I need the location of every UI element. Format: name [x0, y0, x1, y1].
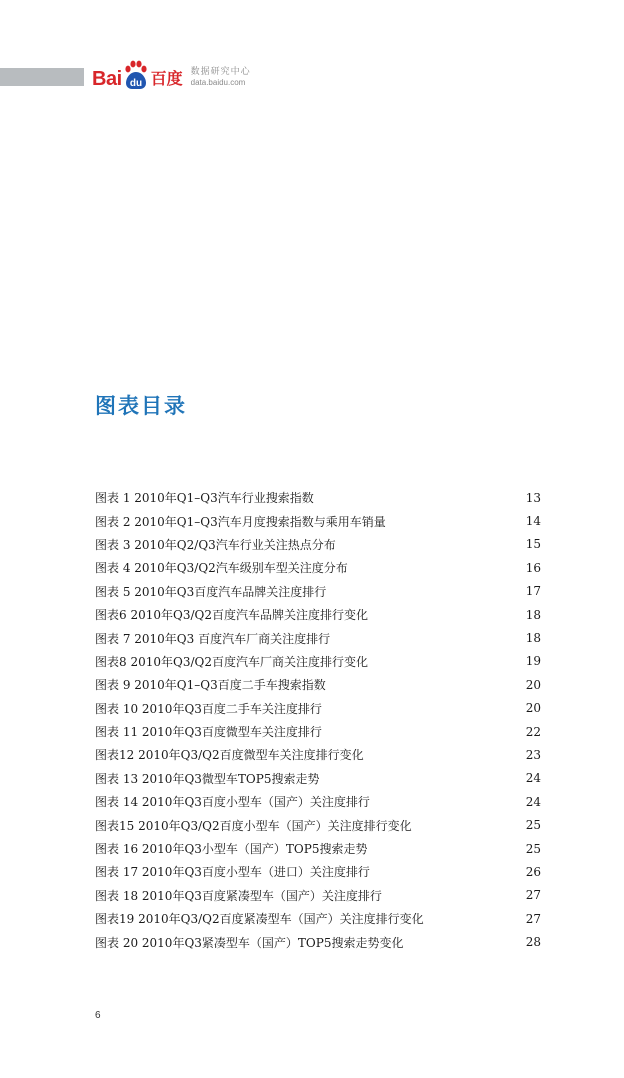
- toc-entry-label: 图表 14 2010年Q3百度小型车（国产）关注度排行: [95, 795, 370, 810]
- toc-entry-label: 图表 16 2010年Q3小型车（国产）TOP5搜索走势: [95, 842, 368, 857]
- toc-entry[interactable]: [95, 603, 541, 626]
- toc-entry[interactable]: [95, 930, 541, 953]
- toc-entry-page: 14: [525, 514, 541, 529]
- toc-entry[interactable]: [95, 743, 541, 766]
- logo-mark: [92, 60, 183, 90]
- logo-text-cn: 百度: [150, 69, 183, 88]
- toc-entry-label: 图表8 2010年Q3/Q2百度汽车厂商关注度排行变化: [95, 654, 368, 669]
- toc-entry-page: 15: [525, 537, 541, 552]
- page-number: 6: [95, 1010, 101, 1021]
- toc-entry-page: 20: [525, 701, 541, 716]
- toc-entry-label: 图表 17 2010年Q3百度小型车（进口）关注度排行: [95, 865, 370, 880]
- logo-subtitle: [191, 66, 251, 90]
- toc-entry[interactable]: [95, 626, 541, 649]
- toc-entry[interactable]: [95, 556, 541, 579]
- logo-subtitle-en: data.baidu.com: [190, 78, 246, 87]
- toc-entry-page: 24: [525, 794, 541, 809]
- toc-entry-page: 18: [525, 631, 541, 646]
- toc-entry-page: 13: [525, 490, 541, 505]
- toc-entry-label: 图表 2 2010年Q1–Q3汽车月度搜索指数与乘用车销量: [95, 514, 386, 529]
- toc-entry[interactable]: [95, 813, 541, 836]
- toc-entry-label: 图表 7 2010年Q3 百度汽车厂商关注度排行: [95, 631, 331, 646]
- toc-list: [95, 486, 541, 954]
- toc-entry-page: 22: [525, 724, 541, 739]
- toc-entry[interactable]: [95, 767, 541, 790]
- toc-entry-label: 图表 5 2010年Q3百度汽车品牌关注度排行: [95, 584, 327, 599]
- toc-entry[interactable]: [95, 697, 541, 720]
- baidu-paw-icon: [123, 60, 149, 90]
- toc-entry-page: 23: [525, 747, 541, 762]
- toc-entry[interactable]: [95, 533, 541, 556]
- toc-entry[interactable]: [95, 650, 541, 673]
- logo-text-bai: Bai: [92, 68, 122, 90]
- toc-entry-page: 18: [525, 607, 541, 622]
- toc-entry-page: 25: [525, 841, 541, 856]
- toc-entry-page: 20: [525, 677, 541, 692]
- toc-entry-label: 图表 10 2010年Q3百度二手车关注度排行: [95, 701, 322, 716]
- logo-text-du: du: [129, 78, 142, 89]
- toc-entry-label: 图表 9 2010年Q1–Q3百度二手车搜索指数: [95, 678, 326, 693]
- toc-entry-label: 图表 18 2010年Q3百度紧凑型车（国产）关注度排行: [95, 888, 382, 903]
- toc-entry-label: 图表 4 2010年Q3/Q2汽车级别车型关注度分布: [95, 561, 348, 576]
- toc-entry[interactable]: [95, 837, 541, 860]
- toc-entry[interactable]: [95, 720, 541, 743]
- toc-entry[interactable]: [95, 509, 541, 532]
- toc-entry[interactable]: [95, 884, 541, 907]
- toc-entry-page: 24: [525, 771, 541, 786]
- toc-entry-label: 图表 11 2010年Q3百度微型车关注度排行: [95, 725, 322, 740]
- toc-entry-label: 图表 20 2010年Q3紧凑型车（国产）TOP5搜索走势变化: [95, 935, 404, 950]
- baidu-logo: [92, 54, 251, 90]
- toc-entry-label: 图表 13 2010年Q3微型车TOP5搜索走势: [95, 771, 320, 786]
- toc-entry-page: 27: [525, 911, 541, 926]
- toc-entry-label: 图表6 2010年Q3/Q2百度汽车品牌关注度排行变化: [95, 608, 368, 623]
- header-bar: [0, 68, 84, 86]
- toc-entry-page: 26: [525, 864, 541, 879]
- toc-entry-label: 图表 1 2010年Q1–Q3汽车行业搜索指数: [95, 491, 314, 506]
- toc-entry-page: 27: [525, 888, 541, 903]
- toc-entry[interactable]: [95, 486, 541, 509]
- toc-entry-label: 图表 3 2010年Q2/Q3汽车行业关注热点分布: [95, 537, 336, 552]
- toc-entry[interactable]: [95, 907, 541, 930]
- toc-entry-label: 图表15 2010年Q3/Q2百度小型车（国产）关注度排行变化: [95, 818, 412, 833]
- toc-entry-page: 28: [525, 935, 541, 950]
- logo-subtitle-cn: 数据研究中心: [190, 66, 251, 76]
- toc-entry[interactable]: [95, 860, 541, 883]
- toc-title: 图表目录: [95, 394, 187, 418]
- toc-entry-page: 19: [525, 654, 541, 669]
- toc-entry-label: 图表12 2010年Q3/Q2百度微型车关注度排行变化: [95, 748, 364, 763]
- toc-entry[interactable]: [95, 580, 541, 603]
- toc-entry-page: 17: [525, 584, 541, 599]
- toc-entry-page: 16: [525, 560, 541, 575]
- toc-entry-label: 图表19 2010年Q3/Q2百度紧凑型车（国产）关注度排行变化: [95, 912, 424, 927]
- toc-entry-page: 25: [525, 818, 541, 833]
- toc-entry[interactable]: [95, 790, 541, 813]
- toc-entry[interactable]: [95, 673, 541, 696]
